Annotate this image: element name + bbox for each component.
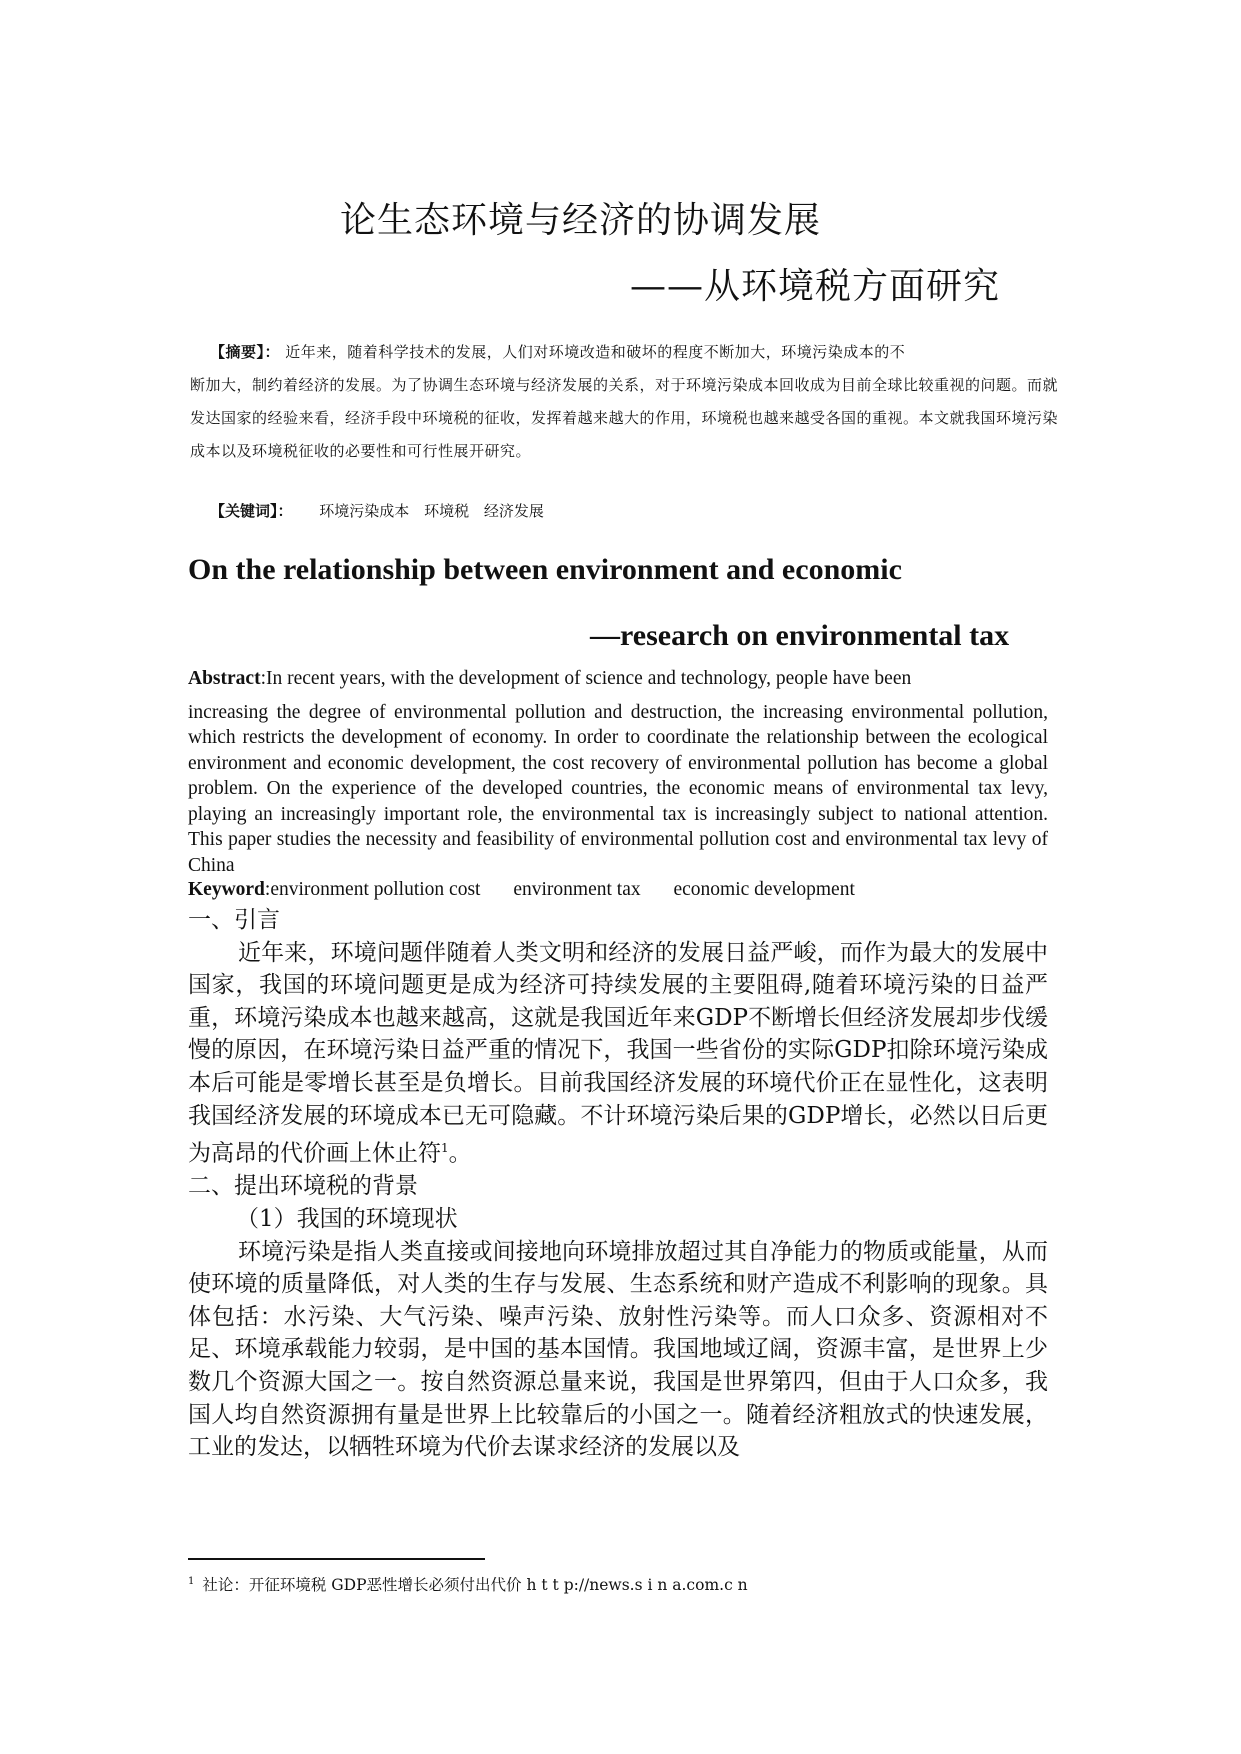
footnote-mark: 1 (188, 1575, 195, 1587)
body-paragraph (188, 937, 1048, 1171)
chinese-keyword-item: 环境污染成本 (319, 502, 410, 520)
english-abstract-first-line (188, 666, 1048, 692)
chinese-abstract-line1: 近年来，随着科学技术的发展，人们对环境改造和破坏的程度不断加大，环境污染成本的不 (285, 343, 906, 361)
section-heading: 二、提出环境税的背景 (188, 1173, 418, 1200)
paragraph-text: 近年来，环境问题伴随着人类文明和经济的发展日益严峻，而作为最大的发展中国家，我国的环境问题更是成为经济可持续发展的主要阻碍,随着环境污染的日益严重，环境污染成本也越来越高，这就是我国近年来GDP不断增长但经济发展却步伐缓慢的原因，在环境污染日益严重的情况下，我国一些省份的实际GDP扣除环境污染成本后可能是零增长甚至是负增长。目前我国经济发展的环境代价正在显性化，这表明我国经济发展的环境成本已无可隐藏。不计环境污染后果的GDP增长，必然以日后更为高昂的代价画上休止符 (188, 939, 1048, 1167)
chinese-keyword-item: 环境税 (424, 502, 470, 520)
english-keywords-label: Keyword (188, 879, 265, 900)
footnote-divider (188, 1558, 485, 1560)
body-paragraph: 环境污染是指人类直接或间接地向环境排放超过其自净能力的物质或能量，从而使环境的质量降低，对人类的生存与发展、生态系统和财产造成不利影响的现象。具体包括：水污染、大气污染、噪声污染、放射性污染等。而人口众多、资源相对不足、环境承载能力较弱，是中国的基本国情。我国地域辽阔，资源丰富，是世界上少数几个资源大国之一。按自然资源总量来说，我国是世界第四，但由于人口众多，我国人均自然资源拥有量是世界上比较靠后的小国之一。随着经济粗放式的快速发展，工业的发达，以牺牲环境为代价去谋求经济的发展以及 (188, 1238, 1048, 1461)
english-abstract-separator: : (260, 668, 266, 689)
english-abstract-label: Abstract (188, 668, 261, 689)
chinese-title: 论生态环境与经济的协调发展 (340, 200, 822, 241)
english-keyword-item: environment tax (513, 879, 641, 900)
english-keywords-separator: : (264, 879, 271, 900)
paragraph-end: 。 (448, 1140, 472, 1167)
chinese-abstract-label: 【摘要】： (210, 343, 281, 361)
english-abstract-line1: In recent years, with the development of science and technology, people have been (266, 668, 912, 689)
english-abstract-body: increasing the degree of environmental pollution and destruction, the increasing environmental pollution, which restricts the development of economy. In order to coordinate the relationship between the ecological environment and economic development, the cost recovery of environmental pollution has become a global problem. On the experience of the developed countries, the economic means of environmental tax levy, playing an increasingly important role, the environmental tax is increasingly subject to national attention. This paper studies the necessity and feasibility of environmental pollution cost and environmental tax levy of China (188, 701, 1048, 876)
section-heading: 一、引言 (188, 907, 280, 933)
english-abstract (188, 666, 1048, 878)
footnote (188, 1573, 748, 1595)
chinese-abstract-first-line (190, 336, 1060, 369)
chinese-abstract-body: 断加大，制约着经济的发展。为了协调生态环境与经济发展的关系，对于环境污染成本回收成为目前全球比较重视的问题。而就发达国家的经验来看，经济手段中环境税的征收，发挥着越来越大的作用，环境税也越来越受各国的重视。本文就我国环境污染成本以及环境税征收的必要性和可行性展开研究。 (190, 376, 1059, 460)
chinese-keyword-item: 经济发展 (483, 502, 544, 520)
chinese-abstract (190, 336, 1060, 468)
english-title: On the relationship between environment and economic (188, 553, 902, 586)
english-keyword-item: economic development (673, 879, 855, 900)
chinese-keywords (210, 500, 554, 521)
footnote-reference[interactable]: 1 (441, 1141, 449, 1156)
english-keyword-item: environment pollution cost (270, 879, 481, 900)
english-keywords (188, 879, 855, 901)
chinese-subtitle: ——从环境税方面研究 (630, 266, 1001, 307)
english-subtitle: —research on environmental tax (590, 619, 1010, 652)
subsection-heading: （1）我国的环境现状 (236, 1206, 458, 1232)
chinese-keywords-label: 【关键词】： (210, 502, 293, 520)
main-body (188, 904, 1048, 1464)
footnote-text: 社论：开征环境税 GDP恶性增长必须付出代价 h t t p://news.s i n a.com.c n (202, 1576, 748, 1594)
